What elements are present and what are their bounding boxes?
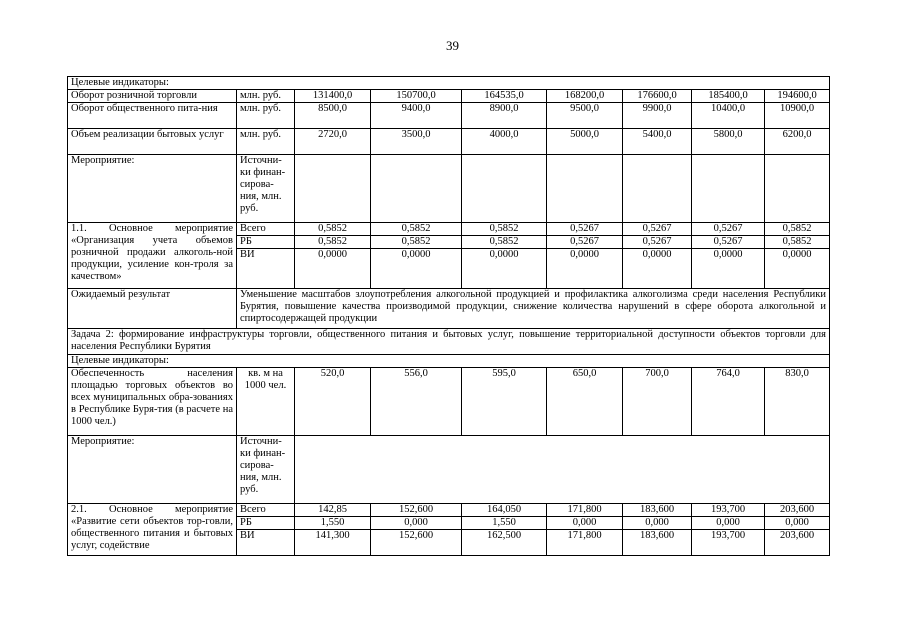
value-cell: 0,000 (371, 517, 462, 530)
value-cell: 193,700 (692, 504, 765, 517)
value-cell: 9500,0 (547, 103, 623, 129)
value-cell: 4000,0 (462, 129, 547, 155)
measure-label: 2.1. Основное мероприятие «Развитие сети объектов тор-говли, общественного питания и бытовых услуг, содействие (68, 504, 237, 556)
value-cell: 193,700 (692, 530, 765, 556)
value-cell: 0,5267 (623, 223, 692, 236)
value-cell: 764,0 (692, 368, 765, 436)
page-number: 39 (446, 38, 459, 53)
row-label: Оборот розничной торговли (68, 90, 237, 103)
row-label: Объем реализации бытовых услуг (68, 129, 237, 155)
funding-source-cell: Всего (237, 223, 295, 236)
table-row (68, 436, 830, 504)
unit-cell: млн. руб. (237, 103, 295, 129)
value-cell: 142,85 (295, 504, 371, 517)
value-cell: 1,550 (462, 517, 547, 530)
funding-source-cell: РБ (237, 517, 295, 530)
value-cell: 0,0000 (623, 249, 692, 289)
value-cell: 0,000 (692, 517, 765, 530)
expected-result-text: Уменьшение масштабов злоупотребления алкогольной продукцией и профилактика алкоголизма среди населения Республики Бурятия, повышение качества производимой продукции, снижение количества нарушений в сфере оборота алкогольной и спиртосодержащей продукции (237, 289, 830, 329)
table-row (68, 103, 830, 129)
unit-cell: кв. м на 1000 чел. (237, 368, 295, 436)
unit-cell: млн. руб. (237, 90, 295, 103)
value-cell: 5400,0 (623, 129, 692, 155)
value-cell: 830,0 (765, 368, 830, 436)
row-label: Ожидаемый результат (68, 289, 237, 329)
value-cell: 0,5852 (765, 236, 830, 249)
value-cell: 0,0000 (547, 249, 623, 289)
measure-label: 1.1. Основное мероприятие «Организация учета объемов розничной продажи алкоголь-ной продукции, усиление кон-троля за качеством» (68, 223, 237, 289)
value-cell: 0,000 (547, 517, 623, 530)
value-cell: 0,0000 (765, 249, 830, 289)
value-cell: 650,0 (547, 368, 623, 436)
value-cell: 520,0 (295, 368, 371, 436)
value-cell: 176600,0 (623, 90, 692, 103)
value-cell: 0,5267 (547, 236, 623, 249)
value-cell: 0,000 (623, 517, 692, 530)
row-label: Оборот общественного пита-ния (68, 103, 237, 129)
value-cell: 556,0 (371, 368, 462, 436)
value-cell: 164,050 (462, 504, 547, 517)
value-cell: 194600,0 (765, 90, 830, 103)
table-row (68, 504, 830, 517)
indicator-table (67, 76, 830, 556)
value-cell: 0,5267 (547, 223, 623, 236)
value-cell: 0,0000 (295, 249, 371, 289)
value-cell: 0,5267 (623, 236, 692, 249)
table-row (68, 223, 830, 236)
value-cell: 0,0000 (462, 249, 547, 289)
value-cell: 131400,0 (295, 90, 371, 103)
value-cell: 0,5852 (295, 236, 371, 249)
funding-source-cell: ВИ (237, 249, 295, 289)
value-cell: 10900,0 (765, 103, 830, 129)
value-cell: 0,5852 (371, 223, 462, 236)
funding-source-cell: Всего (237, 504, 295, 517)
value-cell: 185400,0 (692, 90, 765, 103)
value-cell: 5000,0 (547, 129, 623, 155)
funding-source-cell: Источни-ки финан-сирова-ния, млн. руб. (237, 436, 295, 504)
value-cell: 0,5267 (692, 236, 765, 249)
value-cell: 0,0000 (692, 249, 765, 289)
funding-source-cell: РБ (237, 236, 295, 249)
value-cell: 10400,0 (692, 103, 765, 129)
value-cell: 150700,0 (371, 90, 462, 103)
row-label: Мероприятие: (68, 436, 237, 504)
value-cell: 0,5852 (765, 223, 830, 236)
value-cell: 0,5267 (692, 223, 765, 236)
value-cell: 1,550 (295, 517, 371, 530)
value-cell: 183,600 (623, 504, 692, 517)
value-cell: 9400,0 (371, 103, 462, 129)
value-cell: 0,5852 (462, 236, 547, 249)
table-row (68, 90, 830, 103)
value-cell: 203,600 (765, 530, 830, 556)
funding-source-cell: ВИ (237, 530, 295, 556)
table-row (68, 129, 830, 155)
value-cell: 183,600 (623, 530, 692, 556)
value-cell: 0,5852 (295, 223, 371, 236)
section-header: Целевые индикаторы: (68, 355, 830, 368)
value-cell: 203,600 (765, 504, 830, 517)
unit-cell: млн. руб. (237, 129, 295, 155)
funding-source-cell: Источни-ки финан-сирова-ния, млн. руб. (237, 155, 295, 223)
value-cell: 8500,0 (295, 103, 371, 129)
value-cell: 164535,0 (462, 90, 547, 103)
value-cell: 0,5852 (462, 223, 547, 236)
task-heading: Задача 2: формирование инфраструктуры торговли, общественного питания и бытовых услуг, повышение территориальной доступности объектов торговли для населения Республики Бурятия (68, 329, 830, 355)
table-row (68, 155, 830, 223)
value-cell: 2720,0 (295, 129, 371, 155)
section-header: Целевые индикаторы: (68, 77, 830, 90)
value-cell: 171,800 (547, 504, 623, 517)
value-cell: 5800,0 (692, 129, 765, 155)
value-cell: 162,500 (462, 530, 547, 556)
table-row (68, 368, 830, 436)
value-cell: 9900,0 (623, 103, 692, 129)
value-cell: 0,0000 (371, 249, 462, 289)
value-cell: 168200,0 (547, 90, 623, 103)
value-cell: 3500,0 (371, 129, 462, 155)
value-cell: 595,0 (462, 368, 547, 436)
value-cell: 141,300 (295, 530, 371, 556)
value-cell: 700,0 (623, 368, 692, 436)
value-cell: 152,600 (371, 504, 462, 517)
row-label: Обеспеченность населения площадью торговых объектов во всех муниципальных обра-зованиях в Республике Буря-тия (в расчете на 1000 чел.) (68, 368, 237, 436)
value-cell: 0,5852 (371, 236, 462, 249)
value-cell: 152,600 (371, 530, 462, 556)
value-cell: 8900,0 (462, 103, 547, 129)
value-cell: 6200,0 (765, 129, 830, 155)
value-cell: 171,800 (547, 530, 623, 556)
value-cell: 0,000 (765, 517, 830, 530)
row-label: Мероприятие: (68, 155, 237, 223)
table-row (68, 289, 830, 329)
